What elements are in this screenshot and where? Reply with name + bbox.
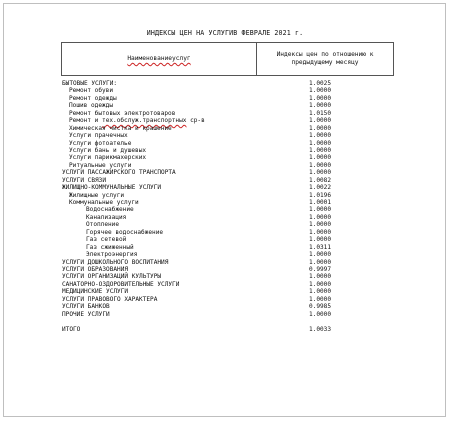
- row-label-part: Ремонт и: [69, 117, 103, 125]
- table-row: [62, 102, 392, 109]
- row-value: 1.0022: [309, 184, 332, 192]
- table-row: [62, 140, 392, 147]
- total-row: [62, 326, 392, 333]
- row-label-part: ср-в: [186, 117, 205, 125]
- row-value: 0.9985: [309, 303, 332, 311]
- table-row: [62, 117, 392, 124]
- row-value: 1.0000: [309, 310, 332, 318]
- row-label-spellcheck-part: тех.обслуж.транспортных: [102, 117, 187, 125]
- row-value: 1.0000: [309, 213, 332, 221]
- table-row: [62, 296, 392, 303]
- row-value: 1.0000: [309, 206, 332, 214]
- row-value: 1.0000: [309, 124, 332, 132]
- table-row: [62, 303, 392, 310]
- table-row: [62, 206, 392, 213]
- table-row: [62, 244, 392, 251]
- table-row: [62, 95, 392, 102]
- table-row: [62, 311, 392, 318]
- row-value: 1.0025: [309, 80, 332, 87]
- total-label: ИТОГО: [62, 325, 81, 333]
- row-label: Услуги фотоателье: [69, 139, 132, 147]
- row-label: МЕДИЦИНСКИЕ УСЛУГИ: [62, 288, 129, 296]
- row-label: ПРОЧИЕ УСЛУГИ: [62, 310, 110, 318]
- table-row: [62, 132, 392, 139]
- table-row: [62, 154, 392, 161]
- table-row: [62, 281, 392, 288]
- row-label: Ритуальные услуги: [69, 161, 132, 169]
- row-label: Горячее водоснабжение: [86, 228, 164, 236]
- row-value: 0.9997: [309, 265, 332, 273]
- header-price-index-line2: предыдущему месяцу: [291, 59, 359, 66]
- table-row: [62, 192, 392, 199]
- row-label: Ремонт одежды: [69, 94, 117, 102]
- table-row: [62, 273, 392, 280]
- row-value: 1.0000: [309, 221, 332, 229]
- row-label: Газ сетевой: [86, 236, 127, 244]
- table-row: [62, 236, 392, 243]
- row-label: УСЛУГИ БАНКОВ: [62, 303, 110, 311]
- row-value: 1.0000: [309, 258, 332, 266]
- row-label: Жилищные услуги: [69, 191, 125, 199]
- row-label: Коммунальные услуги: [69, 199, 139, 206]
- row-value: 1.0000: [309, 139, 332, 147]
- table-row: [62, 177, 392, 184]
- row-label: УСЛУГИ ПРАВОВОГО ХАРАКТЕРА: [62, 295, 158, 303]
- column-header-table: [61, 42, 394, 76]
- row-label: Ремонт бытовых электротоваров: [69, 109, 176, 117]
- table-row: [62, 221, 392, 228]
- row-value: 1.0000: [309, 102, 332, 110]
- row-label: САНАТОРНО-ОЗДОРОВИТЕЛЬНЫЕ УСЛУГИ: [62, 280, 180, 288]
- table-row: [62, 125, 392, 132]
- row-label: УСЛУГИ ДОШКОЛЬНОГО ВОСПИТАНИЯ: [62, 258, 169, 266]
- row-label: Химическая чистка и крашение: [69, 124, 172, 132]
- row-spacer: [62, 318, 392, 326]
- row-label: Газ сжиженный: [86, 243, 134, 251]
- header-price-index: [257, 43, 394, 76]
- row-value: 1.0196: [309, 191, 332, 199]
- header-price-index-line1: Индексы цен по отношению к: [276, 51, 374, 58]
- row-label: Ремонт обуви: [69, 87, 114, 95]
- row-value: 1.0000: [309, 288, 332, 296]
- row-label: УСЛУГИ ОРГАНИЗАЦИЙ КУЛЬТУРЫ: [62, 273, 162, 281]
- row-label: УСЛУГИ ОБРАЗОВАНИЯ: [62, 265, 129, 273]
- row-label: Отопление: [86, 221, 120, 229]
- row-label: Электроэнергия: [86, 251, 138, 259]
- row-value: 1.0000: [309, 280, 332, 288]
- table-row: [62, 87, 392, 94]
- row-label: ЖИЛИЩНО-КОММУНАЛЬНЫЕ УСЛУГИ: [62, 184, 162, 192]
- row-value: 1.0000: [309, 295, 332, 303]
- row-value: 1.0082: [309, 176, 332, 184]
- table-row: [62, 214, 392, 221]
- row-value: 1.0000: [309, 87, 332, 95]
- table-row: [62, 169, 392, 176]
- table-row: [62, 162, 392, 169]
- row-value: 1.0000: [309, 251, 332, 259]
- row-value: 1.0000: [309, 236, 332, 244]
- row-value: 1.0150: [309, 109, 332, 117]
- table-row: [62, 288, 392, 295]
- row-label: Услуги бань и душевых: [69, 146, 147, 154]
- row-label: Водоснабжение: [86, 206, 134, 214]
- row-value: 1.0000: [309, 161, 332, 169]
- table-row: [62, 259, 392, 266]
- row-value: 1.0000: [309, 273, 332, 281]
- row-value: 1.0000: [309, 117, 332, 125]
- row-value: 1.0000: [309, 94, 332, 102]
- row-value: 1.0000: [309, 146, 332, 154]
- row-value: 1.0000: [309, 228, 332, 236]
- row-label: УСЛУГИ ПАССАЖИРСКОГО ТРАНСПОРТА: [62, 169, 176, 177]
- table-row: [62, 184, 392, 191]
- row-value: 1.0001: [309, 199, 332, 206]
- row-label: Канализация: [86, 213, 127, 221]
- total-value: 1.0033: [309, 325, 332, 333]
- header-service-name: [62, 43, 257, 76]
- row-value: 1.0000: [309, 154, 332, 162]
- row-value: 1.0311: [309, 243, 332, 251]
- row-label: БЫТОВЫЕ УСЛУГИ:: [62, 80, 118, 87]
- row-label: УСЛУГИ СВЯЗИ: [62, 176, 107, 184]
- row-value: 1.0000: [309, 132, 332, 140]
- row-label: Пошив одежды: [69, 102, 114, 110]
- table-row: [62, 251, 392, 258]
- header-service-name-text: Наименованиеуслуг: [127, 55, 191, 62]
- row-label: Услуги парикмахерских: [69, 154, 147, 162]
- row-value: 1.0000: [309, 169, 332, 177]
- price-index-list: [62, 80, 392, 333]
- row-label: [69, 117, 205, 124]
- row-label: Услуги прачечных: [69, 132, 128, 140]
- document-title: ИНДЕКСЫ ЦЕН НА УСЛУГИВ ФЕВРАЛЕ 2021 г.: [146, 29, 304, 37]
- table-row: [62, 147, 392, 154]
